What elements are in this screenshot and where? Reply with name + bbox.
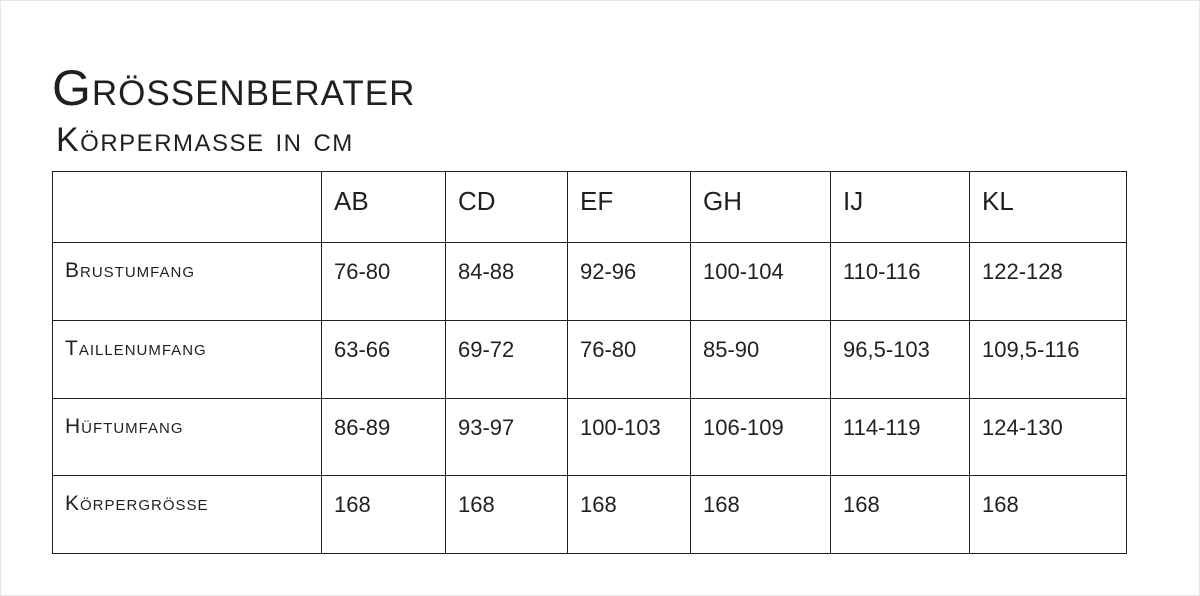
table-cell: 124-130 [970, 398, 1127, 476]
table-row [53, 476, 1127, 554]
column-header: CD [446, 172, 568, 243]
table-cell: 114-119 [831, 398, 970, 476]
column-header: IJ [831, 172, 970, 243]
table-cell: 168 [831, 476, 970, 554]
table-cell: 100-103 [568, 398, 691, 476]
column-header: AB [322, 172, 446, 243]
table-cell: 100-104 [691, 243, 831, 321]
row-label: Taillenumfang [53, 320, 322, 398]
table-cell: 96,5-103 [831, 320, 970, 398]
table-cell: 168 [446, 476, 568, 554]
size-chart-table [52, 171, 1127, 554]
table-cell: 110-116 [831, 243, 970, 321]
column-header [53, 172, 322, 243]
column-header: EF [568, 172, 691, 243]
table-cell: 168 [970, 476, 1127, 554]
table-cell: 85-90 [691, 320, 831, 398]
table-cell: 168 [691, 476, 831, 554]
table-cell: 168 [568, 476, 691, 554]
row-label: Brustumfang [53, 243, 322, 321]
page-subtitle: Körpermasse in cm [56, 121, 354, 159]
table-cell: 109,5-116 [970, 320, 1127, 398]
table-row [53, 398, 1127, 476]
table-cell: 69-72 [446, 320, 568, 398]
table-row [53, 243, 1127, 321]
column-header: GH [691, 172, 831, 243]
table-cell: 93-97 [446, 398, 568, 476]
table-cell: 168 [322, 476, 446, 554]
table-cell: 106-109 [691, 398, 831, 476]
table-row [53, 320, 1127, 398]
table-cell: 122-128 [970, 243, 1127, 321]
column-header: KL [970, 172, 1127, 243]
table-cell: 86-89 [322, 398, 446, 476]
row-label: Körpergrösse [53, 476, 322, 554]
table-cell: 84-88 [446, 243, 568, 321]
page-title: Grössenberater [52, 60, 416, 116]
table-cell: 92-96 [568, 243, 691, 321]
table-cell: 63-66 [322, 320, 446, 398]
table-header-row [53, 172, 1127, 243]
table-cell: 76-80 [568, 320, 691, 398]
row-label: Hüftumfang [53, 398, 322, 476]
table-cell: 76-80 [322, 243, 446, 321]
